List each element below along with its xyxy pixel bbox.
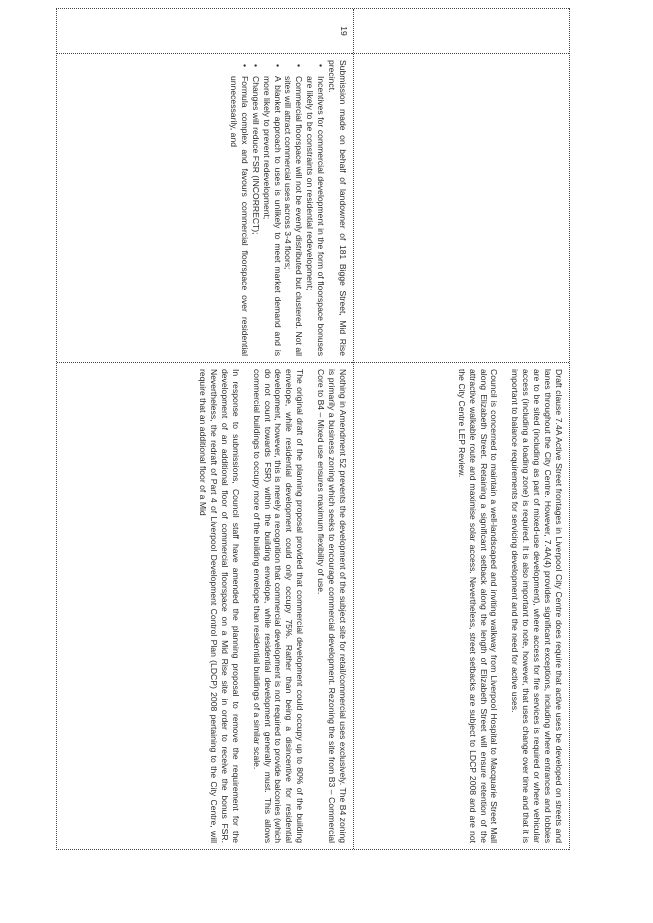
submission-cell — [57, 54, 353, 363]
number-cell — [354, 9, 569, 54]
table-row — [57, 9, 353, 849]
submission-cell — [354, 54, 569, 363]
submission-intro: Submission made on behalf of landowner of 181 Bigge Street, Mid Rise precinct. — [327, 60, 348, 356]
table-row — [353, 9, 569, 849]
response-cell — [354, 363, 569, 849]
response-paragraph: Draft clause 7.4A Active Street frontages in Liverpool City Centre does require that active uses be developed on streets and lanes throughout the City Centre. However, 7.4A(4) provides significant exceptions, including where entrances and lobbies are to be sited (including as part of mixed-use development), where access for fire services is required or where vehicular access (including a loading zone) is required. It is also important to note, however, that uses change over time and that it is important to balance requirements for servicing development and the need for active uses. — [510, 369, 564, 843]
number-cell — [57, 9, 353, 54]
submission-point: • A blanket approach to uses is unlikely to meet market demand and is more likely to prevent redevelopment; — [261, 76, 283, 356]
response-paragraph: Council is concerned to maintain a well-landscaped and inviting walkway from Liverpool Hospital to Macquarie Street Mall along Elizabeth Street. Retaining a significant setback along the length of Elizabeth Street will ensure retention of the attractive walkable route and maximise solar access. Nevertheless, street setbacks are subject to LDCP 2008 and are not the City Centre LEP Review. — [456, 369, 500, 843]
submission-points — [228, 60, 326, 356]
response-paragraph: Nothing in Amendment 52 prevents the development of the subject site for retail/commercial uses exclusively. The B4 zoning is primarily a business zoning which seeks to encourage commercial development. Rezoning the site from B3 – Commercial Core to B4 – Mixed use ensures maximum flexibility of use. — [316, 369, 348, 843]
submission-number: 19 — [339, 26, 349, 36]
response-paragraph: In response to submissions, Council staff have amended the planning proposal to remove the requirement for the development of an additional floor of commercial floorspace on a Mid Rise site in order to receive the bonus FSR. Nevertheless, the redraft of Part 4 of Liverpool Development Control Plan (LDCP) 2008 pertaining to the City Centre, will require that an additional floor of a Mid — [198, 369, 241, 843]
submission-point: • Formula complex and favours commercial floorspace over residential unnecessarily, and — [228, 76, 250, 356]
response-paragraph: The original draft of the planning proposal provided that commercial development could occupy up to 80% of the building envelope, while residential development could only occupy 75%. Rather than being a disincentive for residential development, however, this is merely a recognition that commercial development is not required to provide balconies (which do not count towards FSR) within the building envelope, while residential development generally must. This allows commercial buildings to occupy more of the building envelope than residential buildings of a similar scale. — [251, 369, 306, 843]
response-cell — [57, 363, 353, 849]
submissions-table — [56, 8, 570, 850]
submission-point: • Changes will reduce FSR (INCORRECT); — [250, 76, 261, 356]
submission-point: • Incentives for commercial development in the form of floorspace bonuses are likely to be constraints on residential redevelopment; — [304, 76, 326, 356]
submission-point: • Commercial floorspace will not be evenly distributed but clustered. Not all sites will attract commercial uses across 3-4 floors; — [283, 76, 305, 356]
